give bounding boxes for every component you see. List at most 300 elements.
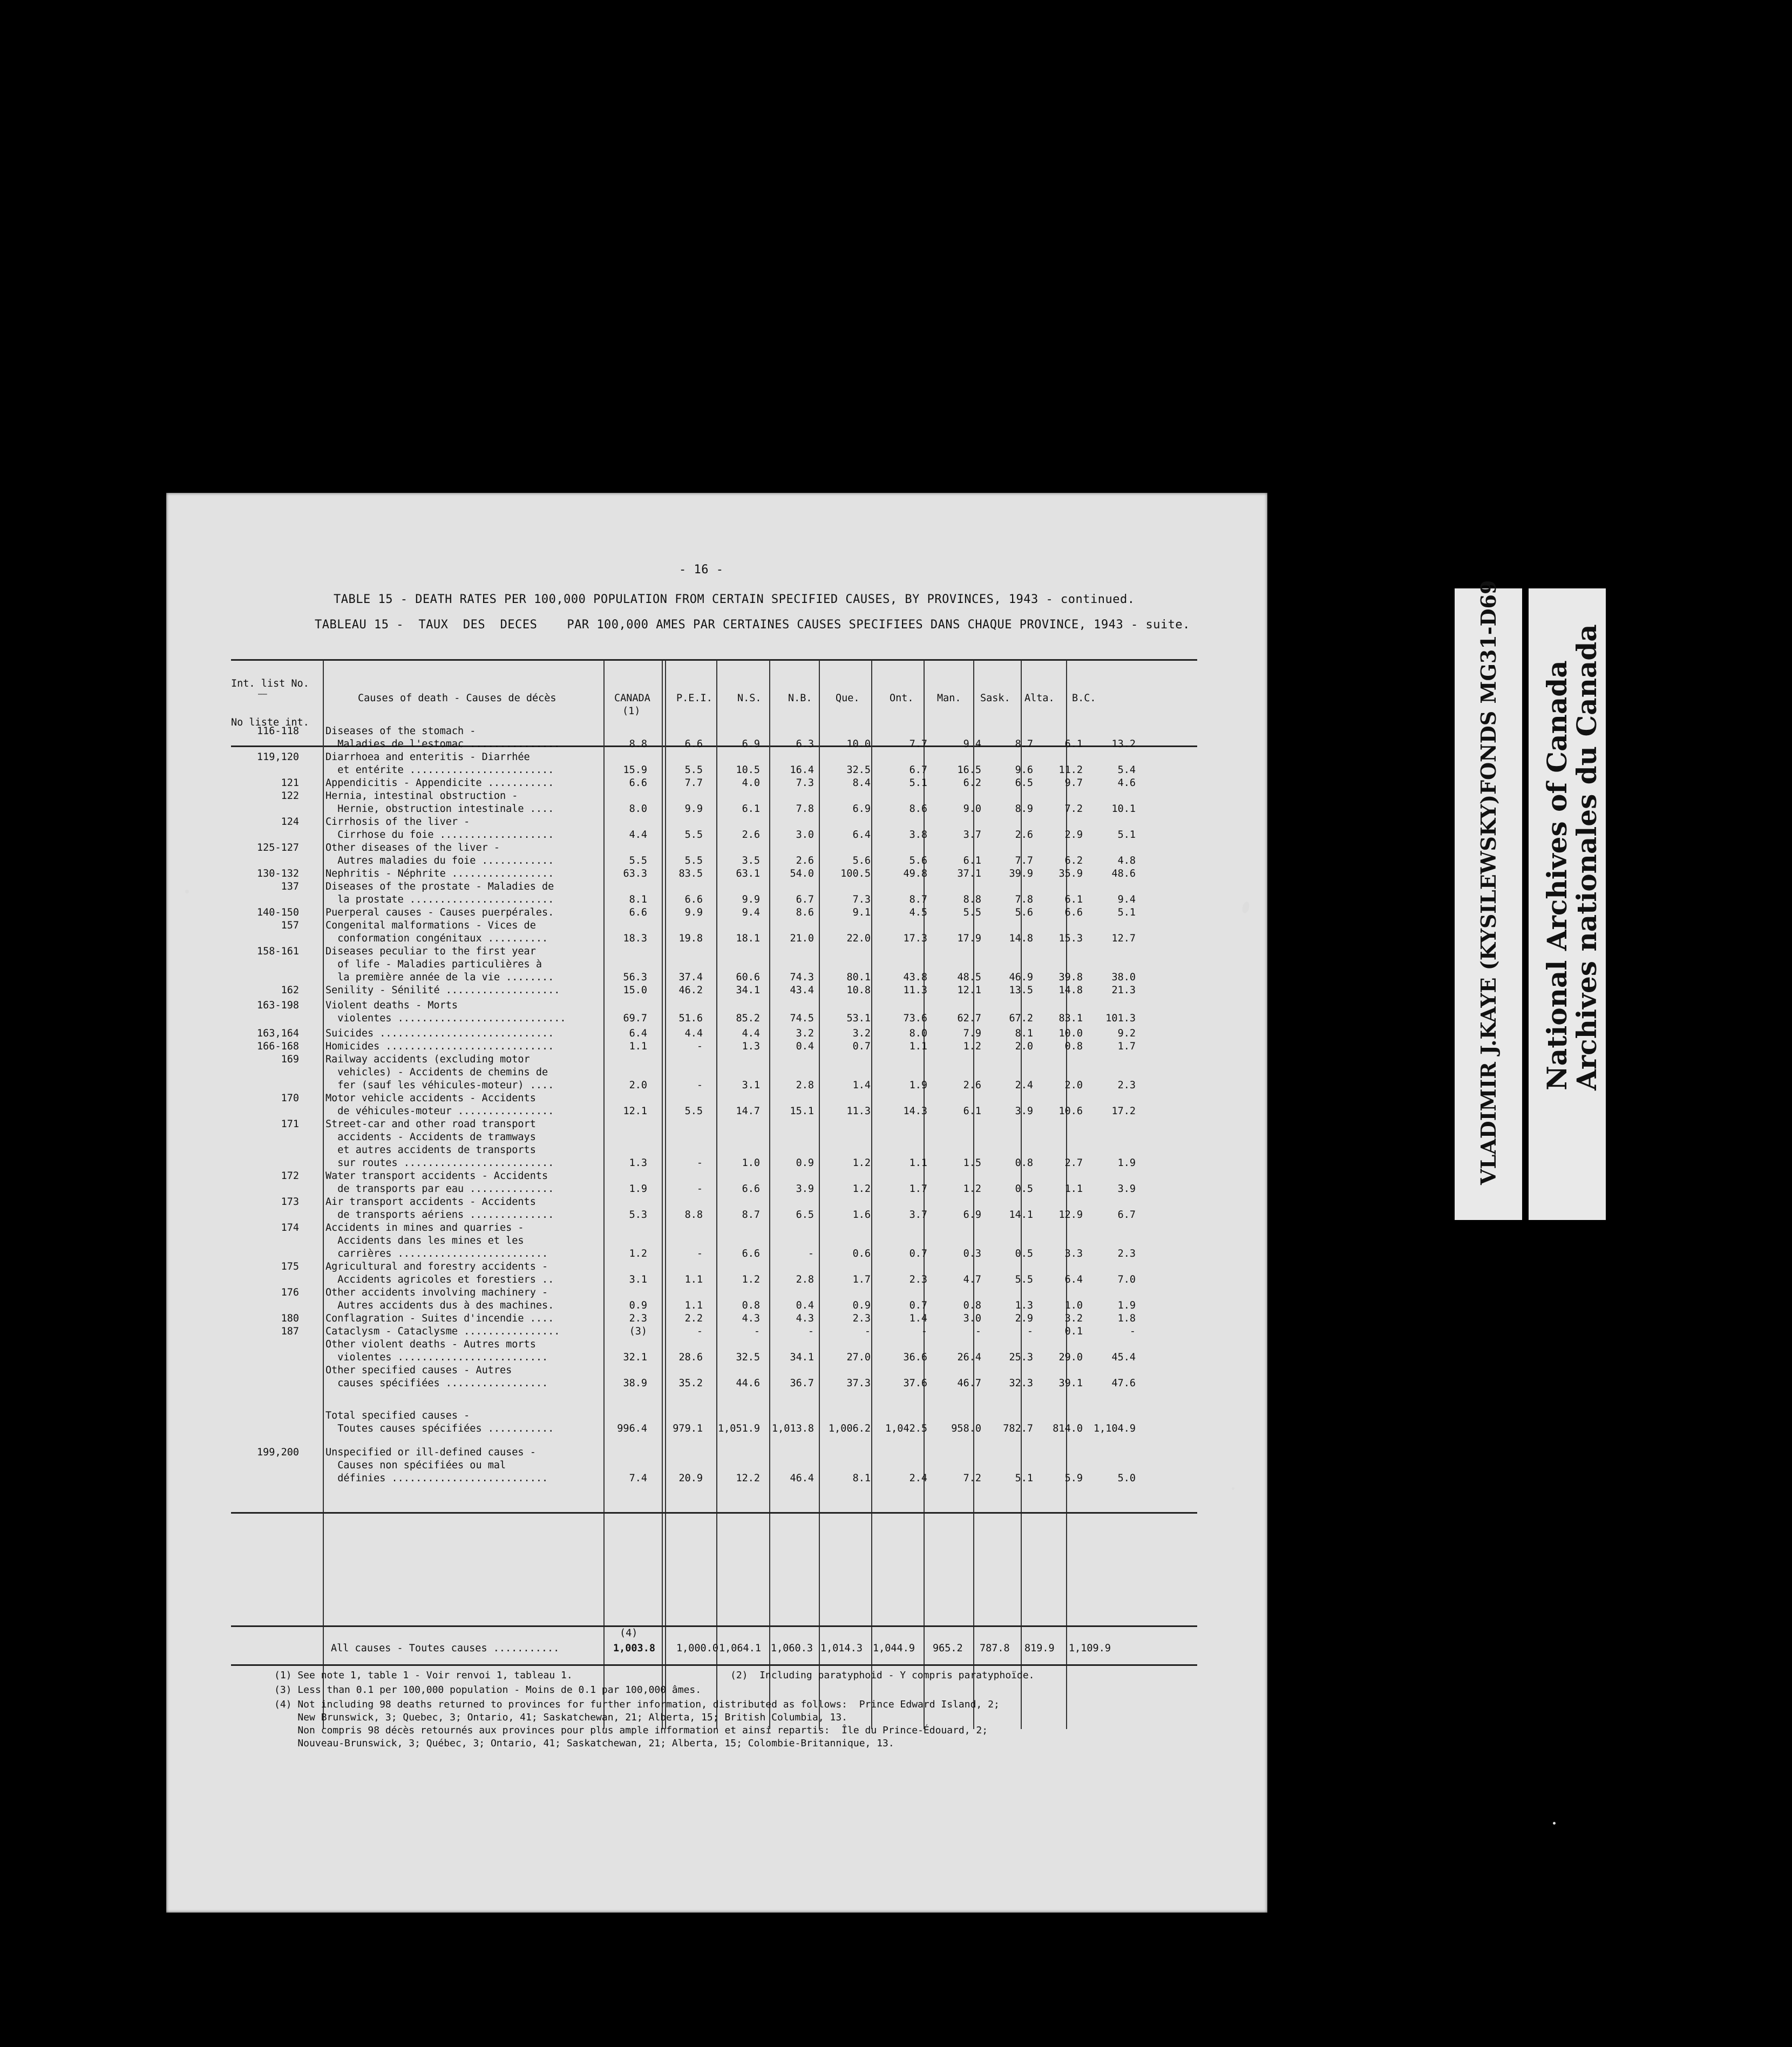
- row-value: 2.3: [629, 1313, 647, 1324]
- row-value: [762, 1170, 816, 1183]
- row-value: [1035, 997, 1085, 1012]
- row-value: 1.9: [1117, 1157, 1136, 1169]
- row-value: 0.7: [909, 1300, 927, 1311]
- row-value: [1085, 751, 1138, 764]
- row-cause: Railway accidents (excluding motor: [325, 1054, 530, 1065]
- row-value: 9.2: [1117, 1028, 1136, 1039]
- row-value: 8.7: [909, 894, 927, 905]
- row-value: [649, 842, 705, 855]
- row-value: [929, 919, 983, 932]
- row-value: 62.7: [957, 1013, 981, 1024]
- row-value: [762, 997, 816, 1012]
- row-value: [762, 1364, 816, 1377]
- row-value: [649, 1053, 705, 1066]
- row-value: [587, 880, 649, 893]
- table-row: [231, 919, 1138, 932]
- row-value: [649, 1222, 705, 1235]
- row-code: [231, 1299, 323, 1312]
- row-value: [929, 1053, 983, 1066]
- table-row: [231, 1235, 1138, 1248]
- row-value: 36.6: [903, 1352, 927, 1363]
- row-value: [649, 1435, 705, 1459]
- row-value: [762, 1222, 816, 1235]
- row-value: [1035, 725, 1085, 738]
- table-row: [231, 1066, 1138, 1079]
- row-cause: la première année de la vie ........: [325, 972, 554, 983]
- row-cause: sur routes .........................: [325, 1157, 554, 1169]
- row-value: 15.1: [790, 1106, 814, 1117]
- row-value: 2.9: [1064, 829, 1083, 841]
- row-value: 1,104.9: [1094, 1423, 1136, 1434]
- row-value: 1.7: [1117, 1041, 1136, 1052]
- row-value: [929, 790, 983, 803]
- row-value: [649, 1286, 705, 1299]
- row-value: [587, 1338, 649, 1351]
- table-row: [231, 1222, 1138, 1235]
- row-value: 5.6: [1015, 907, 1033, 918]
- row-value: [983, 1066, 1035, 1079]
- row-value: [587, 919, 649, 932]
- row-value: 1.9: [1117, 1300, 1136, 1311]
- row-value: 26.4: [957, 1352, 981, 1363]
- row-value: 0.5: [1015, 1183, 1033, 1195]
- row-value: [983, 1260, 1035, 1273]
- row-value: [816, 1364, 873, 1377]
- row-value: [873, 958, 929, 971]
- row-value: -: [754, 1326, 760, 1337]
- row-code: [231, 855, 323, 867]
- table-row: [231, 1364, 1138, 1377]
- row-value: [705, 1118, 762, 1131]
- row-value: 10.8: [846, 985, 871, 996]
- row-value: [587, 1092, 649, 1105]
- row-value: 4.7: [963, 1274, 981, 1285]
- row-value: 996.4: [617, 1423, 647, 1434]
- row-value: 2.2: [684, 1313, 703, 1324]
- row-value: 5.3: [629, 1209, 647, 1221]
- row-value: 1,042.5: [885, 1423, 927, 1434]
- row-value: [587, 997, 649, 1012]
- row-cause: de transports par eau ..............: [325, 1183, 554, 1195]
- row-value: 46.4: [790, 1473, 814, 1484]
- row-value: 51.6: [678, 1013, 703, 1024]
- row-value: [873, 1118, 929, 1131]
- row-code: [231, 1209, 323, 1222]
- row-value: [762, 1260, 816, 1273]
- row-value: -: [696, 1080, 703, 1091]
- row-value: 5.5: [684, 855, 703, 866]
- row-code: [231, 1079, 323, 1092]
- row-code: [231, 1273, 323, 1286]
- row-value: 9.9: [684, 907, 703, 918]
- row-value: 32.1: [623, 1352, 647, 1363]
- row-value: 53.1: [846, 1013, 871, 1024]
- row-value: 6.1: [963, 855, 981, 866]
- row-cause: et autres accidents de transports: [325, 1144, 536, 1156]
- row-value: [705, 1364, 762, 1377]
- row-value: [1035, 1435, 1085, 1459]
- table-row: [231, 855, 1138, 867]
- row-value: -: [696, 1157, 703, 1169]
- row-value: 8.1: [852, 1473, 871, 1484]
- table-row: [231, 1131, 1138, 1144]
- row-value: 5.5: [684, 764, 703, 776]
- row-value: 2.8: [796, 1080, 814, 1091]
- speck: [1553, 1822, 1556, 1825]
- row-value: 14.8: [1009, 933, 1033, 944]
- row-code: 173: [281, 1196, 299, 1208]
- row-code: [231, 893, 323, 906]
- row-value: [705, 1053, 762, 1066]
- row-value: [983, 880, 1035, 893]
- row-value: 0.4: [796, 1041, 814, 1052]
- row-cause: Suicides .............................: [325, 1028, 554, 1039]
- row-code: 140-150: [257, 907, 299, 918]
- table-row: [231, 1183, 1138, 1196]
- row-value: 37.3: [846, 1378, 871, 1389]
- row-value: [929, 1260, 983, 1273]
- row-value: 0.4: [796, 1300, 814, 1311]
- row-value: 8.8: [684, 1209, 703, 1221]
- table-row: [231, 1299, 1138, 1312]
- table-row: [231, 1025, 1138, 1040]
- row-value: [1085, 1364, 1138, 1377]
- row-cause: of life - Maladies particulières à: [325, 959, 542, 970]
- row-value: [1035, 1170, 1085, 1183]
- archives-stamp: [1455, 580, 1606, 1220]
- row-value: [649, 790, 705, 803]
- all-causes-man: 965.2: [933, 1643, 963, 1654]
- table-row: [231, 1286, 1138, 1299]
- row-value: 35.9: [1058, 868, 1083, 879]
- row-code: 172: [281, 1170, 299, 1182]
- row-cause: Accidents agricoles et forestiers ..: [325, 1274, 554, 1285]
- row-value: 8.6: [909, 803, 927, 815]
- row-value: [1085, 816, 1138, 829]
- table-row: [231, 1472, 1138, 1485]
- header-province-pei: P.E.I.: [676, 693, 712, 704]
- row-value: 6.6: [684, 894, 703, 905]
- row-value: [929, 958, 983, 971]
- row-value: 8.1: [629, 894, 647, 905]
- table-row: [231, 738, 1138, 751]
- row-value: [873, 1222, 929, 1235]
- row-value: 1.2: [963, 1041, 981, 1052]
- row-cause: Diseases of the prostate - Maladies de: [325, 881, 554, 892]
- row-cause: Other violent deaths - Autres morts: [325, 1339, 536, 1350]
- row-value: [1085, 1144, 1138, 1157]
- row-value: 1.9: [909, 1080, 927, 1091]
- row-value: 11.3: [846, 1106, 871, 1117]
- row-value: [587, 1235, 649, 1248]
- row-value: 1.1: [909, 1157, 927, 1169]
- row-cause: Other accidents involving machinery -: [325, 1287, 548, 1298]
- row-value: [929, 1435, 983, 1459]
- row-cause: Autres maladies du foie ............: [325, 855, 554, 866]
- row-cause: causes spécifiées .................: [325, 1378, 548, 1389]
- row-value: 2.3: [1117, 1080, 1136, 1091]
- row-value: 5.1: [1015, 1473, 1033, 1484]
- row-value: [705, 1144, 762, 1157]
- table-row: [231, 1351, 1138, 1364]
- row-value: 1.1: [684, 1300, 703, 1311]
- table-row: [231, 1312, 1138, 1325]
- row-value: [983, 790, 1035, 803]
- row-value: [705, 1286, 762, 1299]
- row-value: 0.8: [1015, 1157, 1033, 1169]
- row-value: [1085, 1286, 1138, 1299]
- row-value: [649, 1409, 705, 1422]
- row-cause: Maladies de l'estomac ...............: [325, 738, 560, 750]
- all-causes-nb: 1,060.3: [771, 1643, 813, 1654]
- row-value: 8.1: [1015, 1028, 1033, 1039]
- row-value: 38.9: [623, 1378, 647, 1389]
- row-value: 83.5: [678, 868, 703, 879]
- footnote-1: (1) See note 1, table 1 - Voir renvoi 1, tableau 1.: [274, 1670, 573, 1681]
- row-value: [929, 1459, 983, 1472]
- row-value: [816, 1338, 873, 1351]
- table-row: [231, 1196, 1138, 1209]
- row-value: [1035, 1118, 1085, 1131]
- row-value: [1035, 880, 1085, 893]
- row-value: 11.2: [1058, 764, 1083, 776]
- row-value: -: [807, 1248, 814, 1259]
- row-value: [929, 725, 983, 738]
- table-row: [231, 1053, 1138, 1066]
- row-code: [231, 1131, 323, 1144]
- row-code: [231, 1351, 323, 1364]
- row-value: [873, 1235, 929, 1248]
- row-value: [816, 1235, 873, 1248]
- header-top-rule: [231, 659, 1197, 661]
- row-value: 17.9: [957, 933, 981, 944]
- row-value: 7.7: [909, 738, 927, 750]
- row-value: [762, 1131, 816, 1144]
- row-value: [1085, 1222, 1138, 1235]
- row-value: 20.9: [678, 1473, 703, 1484]
- row-cause: Other diseases of the liver -: [325, 842, 500, 853]
- row-value: 1.1: [909, 1041, 927, 1052]
- row-value: 37.6: [903, 1378, 927, 1389]
- row-value: 5.5: [1015, 1274, 1033, 1285]
- row-value: [587, 1435, 649, 1459]
- row-value: 6.6: [684, 738, 703, 750]
- speck: [185, 890, 189, 893]
- row-value: [762, 1338, 816, 1351]
- row-value: [983, 1235, 1035, 1248]
- row-value: [816, 1260, 873, 1273]
- row-value: 1.2: [742, 1274, 760, 1285]
- row-value: 6.1: [1064, 894, 1083, 905]
- row-value: 2.4: [1015, 1080, 1033, 1091]
- header-province-alta: Alta.: [1024, 693, 1055, 704]
- row-value: [816, 945, 873, 958]
- row-code: [231, 1183, 323, 1196]
- row-value: [983, 919, 1035, 932]
- row-cause: vehicles) - Accidents de chemins de: [325, 1067, 548, 1078]
- row-cause: Motor vehicle accidents - Accidents: [325, 1093, 536, 1104]
- row-value: [649, 1260, 705, 1273]
- row-value: 6.6: [629, 907, 647, 918]
- row-value: 39.1: [1058, 1378, 1083, 1389]
- row-value: [649, 1144, 705, 1157]
- row-value: [762, 1235, 816, 1248]
- row-value: 4.4: [684, 1028, 703, 1039]
- row-cause: Conflagration - Suites d'incendie ....: [325, 1313, 554, 1324]
- row-code: 180: [281, 1313, 299, 1324]
- row-value: 3.0: [963, 1313, 981, 1324]
- row-value: [1035, 919, 1085, 932]
- row-code: [231, 932, 323, 945]
- table-row: [231, 1170, 1138, 1183]
- row-value: 14.7: [736, 1106, 760, 1117]
- row-value: 6.5: [796, 1209, 814, 1221]
- row-value: [929, 1235, 983, 1248]
- all-causes-rule-top: [231, 1625, 1197, 1627]
- row-value: -: [921, 1326, 927, 1337]
- row-cause: violentes ............................: [325, 1013, 566, 1024]
- row-value: 32.5: [846, 764, 871, 776]
- row-value: 46.7: [957, 1378, 981, 1389]
- row-value: 979.1: [673, 1423, 703, 1434]
- table-row: [231, 971, 1138, 984]
- row-value: [649, 880, 705, 893]
- row-value: 2.6: [963, 1080, 981, 1091]
- table-row: [231, 764, 1138, 777]
- row-code: [231, 1409, 323, 1422]
- all-causes-ont: 1,044.9: [873, 1643, 915, 1654]
- all-causes-rule-bottom: [231, 1664, 1197, 1666]
- row-value: [929, 1066, 983, 1079]
- table-row: [231, 1422, 1138, 1435]
- header-province-man: Man.: [937, 693, 961, 704]
- row-value: 10.6: [1058, 1106, 1083, 1117]
- row-code: 122: [281, 790, 299, 802]
- row-code: [231, 971, 323, 984]
- row-value: [873, 1409, 929, 1422]
- row-value: 10.5: [736, 764, 760, 776]
- footnote-2: (2) Including paratyphoid - Y compris paratyphoïde.: [730, 1670, 1035, 1681]
- row-code: [231, 1012, 323, 1025]
- row-cause: Hernie, obstruction intestinale ....: [325, 803, 554, 815]
- row-value: 10.1: [1111, 803, 1136, 815]
- table-row: [231, 1325, 1138, 1338]
- row-value: [983, 997, 1035, 1012]
- row-value: 1.3: [629, 1157, 647, 1169]
- row-value: [705, 751, 762, 764]
- table-row: [231, 958, 1138, 971]
- table-row: [231, 829, 1138, 842]
- row-value: 2.6: [796, 855, 814, 866]
- row-cause: Puerperal causes - Causes puerpérales.: [325, 907, 554, 918]
- row-value: 1.4: [909, 1313, 927, 1324]
- row-value: [1035, 1066, 1085, 1079]
- page-number: - 16 -: [679, 563, 724, 577]
- row-value: 2.9: [1015, 1313, 1033, 1324]
- row-cause: accidents - Accidents de tramways: [325, 1131, 536, 1143]
- row-value: 1.1: [629, 1041, 647, 1052]
- row-code: 175: [281, 1261, 299, 1272]
- row-value: -: [696, 1326, 703, 1337]
- row-value: [983, 1092, 1035, 1105]
- row-value: 6.9: [742, 738, 760, 750]
- row-code: [231, 1472, 323, 1485]
- footnote-3: (3) Less than 0.1 per 100,000 population - Moins de 0.1 par 100,000 âmes.: [274, 1684, 702, 1696]
- row-value: [816, 816, 873, 829]
- row-value: [929, 1364, 983, 1377]
- row-cause: Agricultural and forestry accidents -: [325, 1261, 548, 1272]
- row-value: 1,006.2: [829, 1423, 871, 1434]
- row-value: [873, 1364, 929, 1377]
- row-value: 48.6: [1111, 868, 1136, 879]
- row-value: [983, 1409, 1035, 1422]
- row-cause: conformation congénitaux ..........: [325, 933, 548, 944]
- row-value: 9.9: [742, 894, 760, 905]
- all-causes-label: All causes - Toutes causes ...........: [331, 1643, 560, 1654]
- row-value: [816, 1459, 873, 1472]
- row-value: [873, 1053, 929, 1066]
- row-value: 8.7: [1015, 738, 1033, 750]
- row-value: 5.1: [1117, 907, 1136, 918]
- row-value: 9.4: [742, 907, 760, 918]
- header-cause: Causes of death - Causes de décès: [358, 693, 556, 704]
- row-code: 170: [281, 1093, 299, 1104]
- row-value: [983, 1459, 1035, 1472]
- row-value: 12.9: [1058, 1209, 1083, 1221]
- row-value: [705, 1066, 762, 1079]
- row-value: -: [1129, 1326, 1136, 1337]
- row-value: 5.6: [909, 855, 927, 866]
- row-value: 19.8: [678, 933, 703, 944]
- row-value: 8.7: [742, 1209, 760, 1221]
- row-value: 5.4: [1117, 764, 1136, 776]
- row-value: 4.3: [796, 1313, 814, 1324]
- row-value: [929, 816, 983, 829]
- row-value: [587, 1459, 649, 1472]
- row-value: [587, 945, 649, 958]
- row-value: 3.0: [796, 829, 814, 841]
- row-value: 8.9: [1015, 803, 1033, 815]
- row-value: [762, 1066, 816, 1079]
- row-value: 9.6: [1015, 764, 1033, 776]
- row-cause: Causes non spécifiées ou mal: [325, 1460, 506, 1471]
- row-cause: de transports aériens ..............: [325, 1209, 554, 1221]
- row-value: 0.7: [909, 1248, 927, 1259]
- row-cause: Unspecified or ill-defined causes -: [325, 1447, 536, 1458]
- row-value: 17.2: [1111, 1106, 1136, 1117]
- row-value: [1085, 1409, 1138, 1422]
- row-value: 63.1: [736, 868, 760, 879]
- row-value: 3.9: [1015, 1106, 1033, 1117]
- table-row: [231, 867, 1138, 880]
- row-value: 37.1: [957, 868, 981, 879]
- row-value: [649, 725, 705, 738]
- row-value: 1.1: [684, 1274, 703, 1285]
- row-value: 18.1: [736, 933, 760, 944]
- row-code: 163,164: [257, 1028, 299, 1039]
- row-value: 1.2: [963, 1183, 981, 1195]
- table-row: [231, 893, 1138, 906]
- row-value: 12.1: [957, 985, 981, 996]
- row-value: 15.0: [623, 985, 647, 996]
- row-value: [649, 1459, 705, 1472]
- row-value: 4.3: [742, 1313, 760, 1324]
- row-value: [873, 725, 929, 738]
- row-code: [231, 764, 323, 777]
- row-value: [649, 1235, 705, 1248]
- row-cause: Congenital malformations - Vices de: [325, 920, 536, 931]
- row-value: 43.4: [790, 985, 814, 996]
